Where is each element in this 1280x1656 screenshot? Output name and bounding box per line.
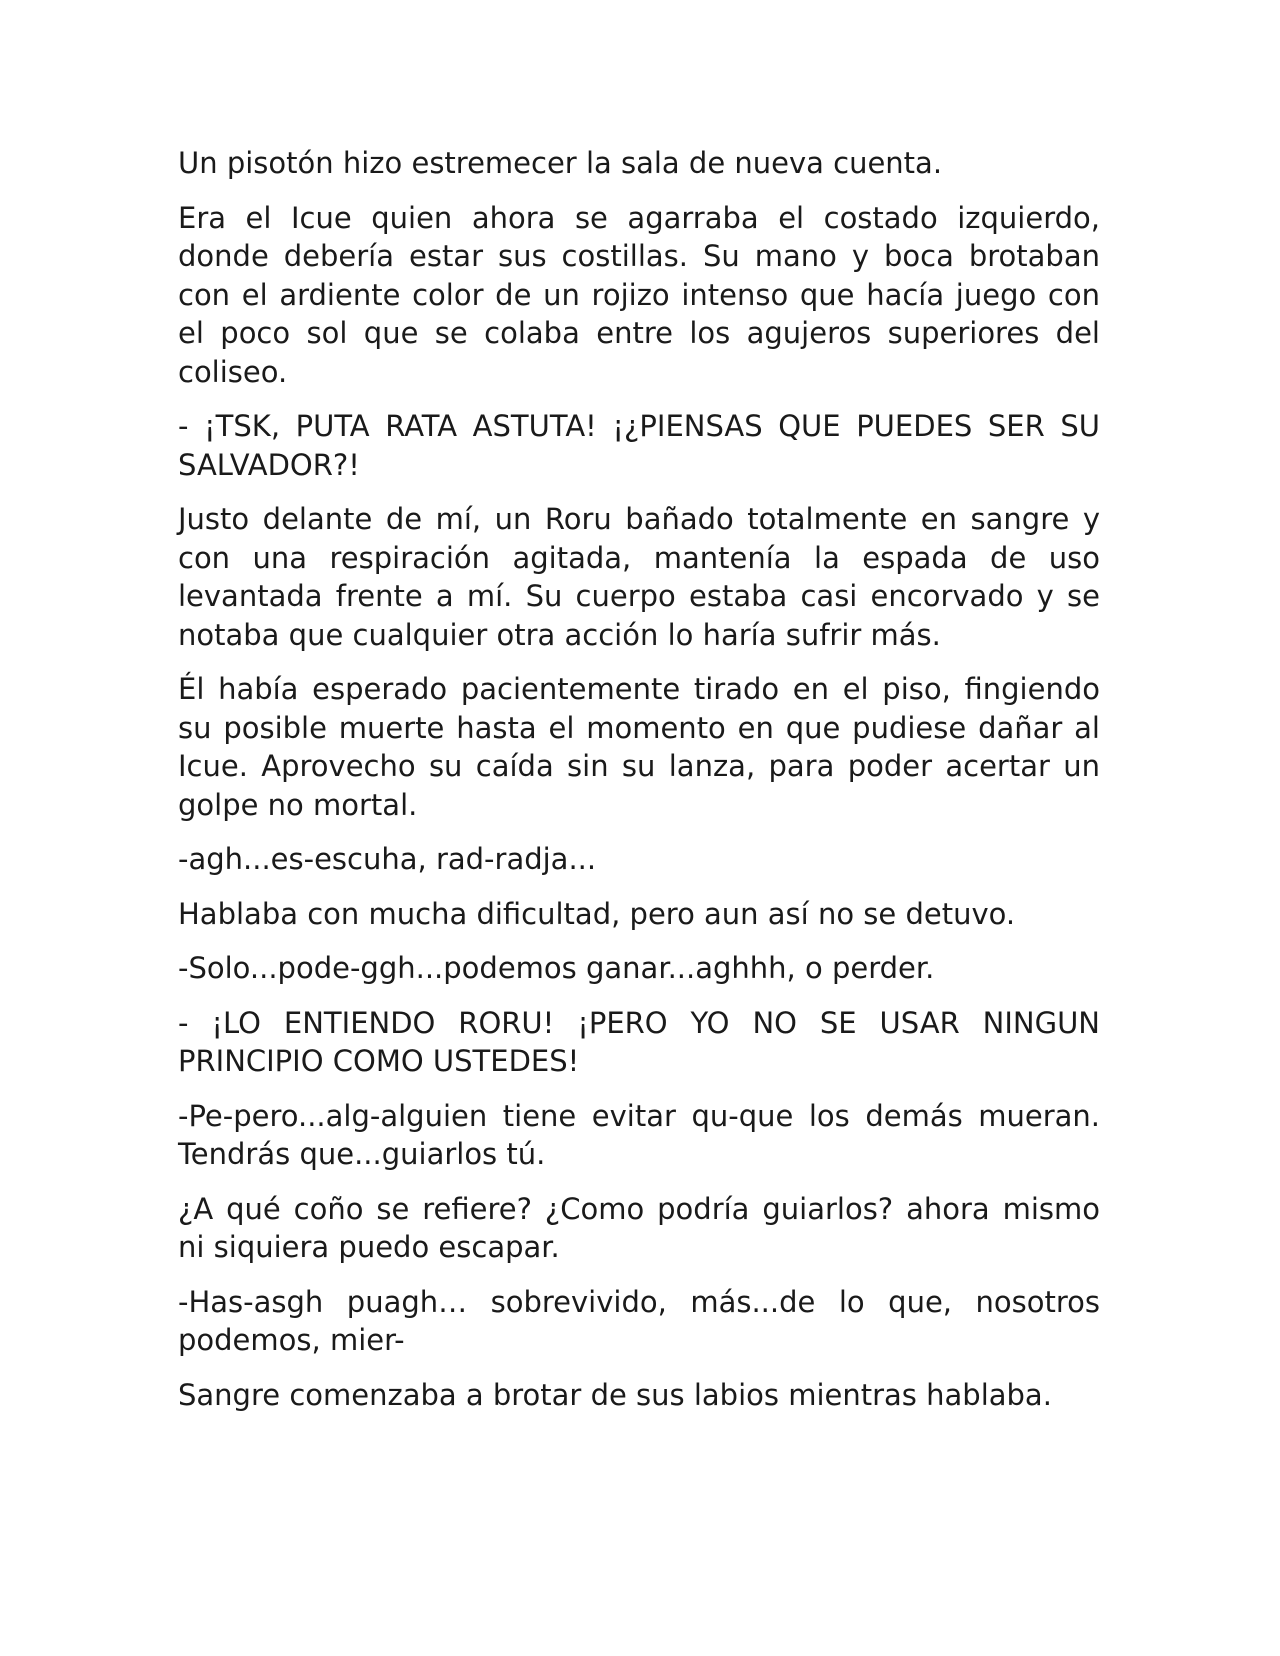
dialogue-line: -Solo...pode-ggh...podemos ganar...aghhh, o perder. [178, 951, 935, 985]
paragraph: Sangre comenzaba a brotar de sus labios mientras hablaba. [178, 1377, 1052, 1412]
dialogue-line: - ¡TSK, PUTA RATA ASTUTA! ¡¿PIENSAS QUE PUEDES SER SU SALVADOR?! [178, 409, 1100, 482]
paragraph: Un pisotón hizo estremecer la sala de nueva cuenta. [178, 146, 943, 180]
paragraph: Era el Icue quien ahora se agarraba el costado izquierdo, donde debería estar sus costillas. Su mano y boca brotaban con el ardiente color de un rojizo intenso que hacía juego con el poco sol que se colaba entre los agujeros superiores del coliseo. [178, 200, 1100, 389]
paragraph: Justo delante de mí, un Roru bañado totalmente en sangre y con una respiración agitada, mantenía la espada de uso levantada frente a mí. Su cuerpo estaba casi encorvado y se notaba que cualquier otra acción lo haría sufrir más. [178, 502, 1100, 652]
dialogue-line: -agh...es-escuha, rad-radja... [178, 842, 597, 876]
paragraph: Hablaba con mucha dificultad, pero aun así no se detuvo. [178, 896, 1016, 931]
paragraph: Él había esperado pacientemente tirado en el piso, fingiendo su posible muerte hasta el momento en que pudiese dañar al Icue. Aprovecho su caída sin su lanza, para poder acertar un golpe no mortal. [178, 672, 1100, 822]
document-body [178, 144, 1100, 1430]
paragraph: ¿A qué coño se refiere? ¿Como podría guiarlos? ahora mismo ni siquiera puedo escapar. [178, 1191, 1100, 1264]
dialogue-line: - ¡LO ENTIENDO RORU! ¡PERO YO NO SE USAR NINGUN PRINCIPIO COMO USTEDES! [178, 1005, 1100, 1078]
dialogue-line: -Has-asgh puagh… sobrevivido, más...de lo que, nosotros podemos, mier- [178, 1284, 1100, 1357]
dialogue-line: -Pe-pero...alg-alguien tiene evitar qu-que los demás mueran. Tendrás que...guiarlos tú. [178, 1098, 1100, 1171]
